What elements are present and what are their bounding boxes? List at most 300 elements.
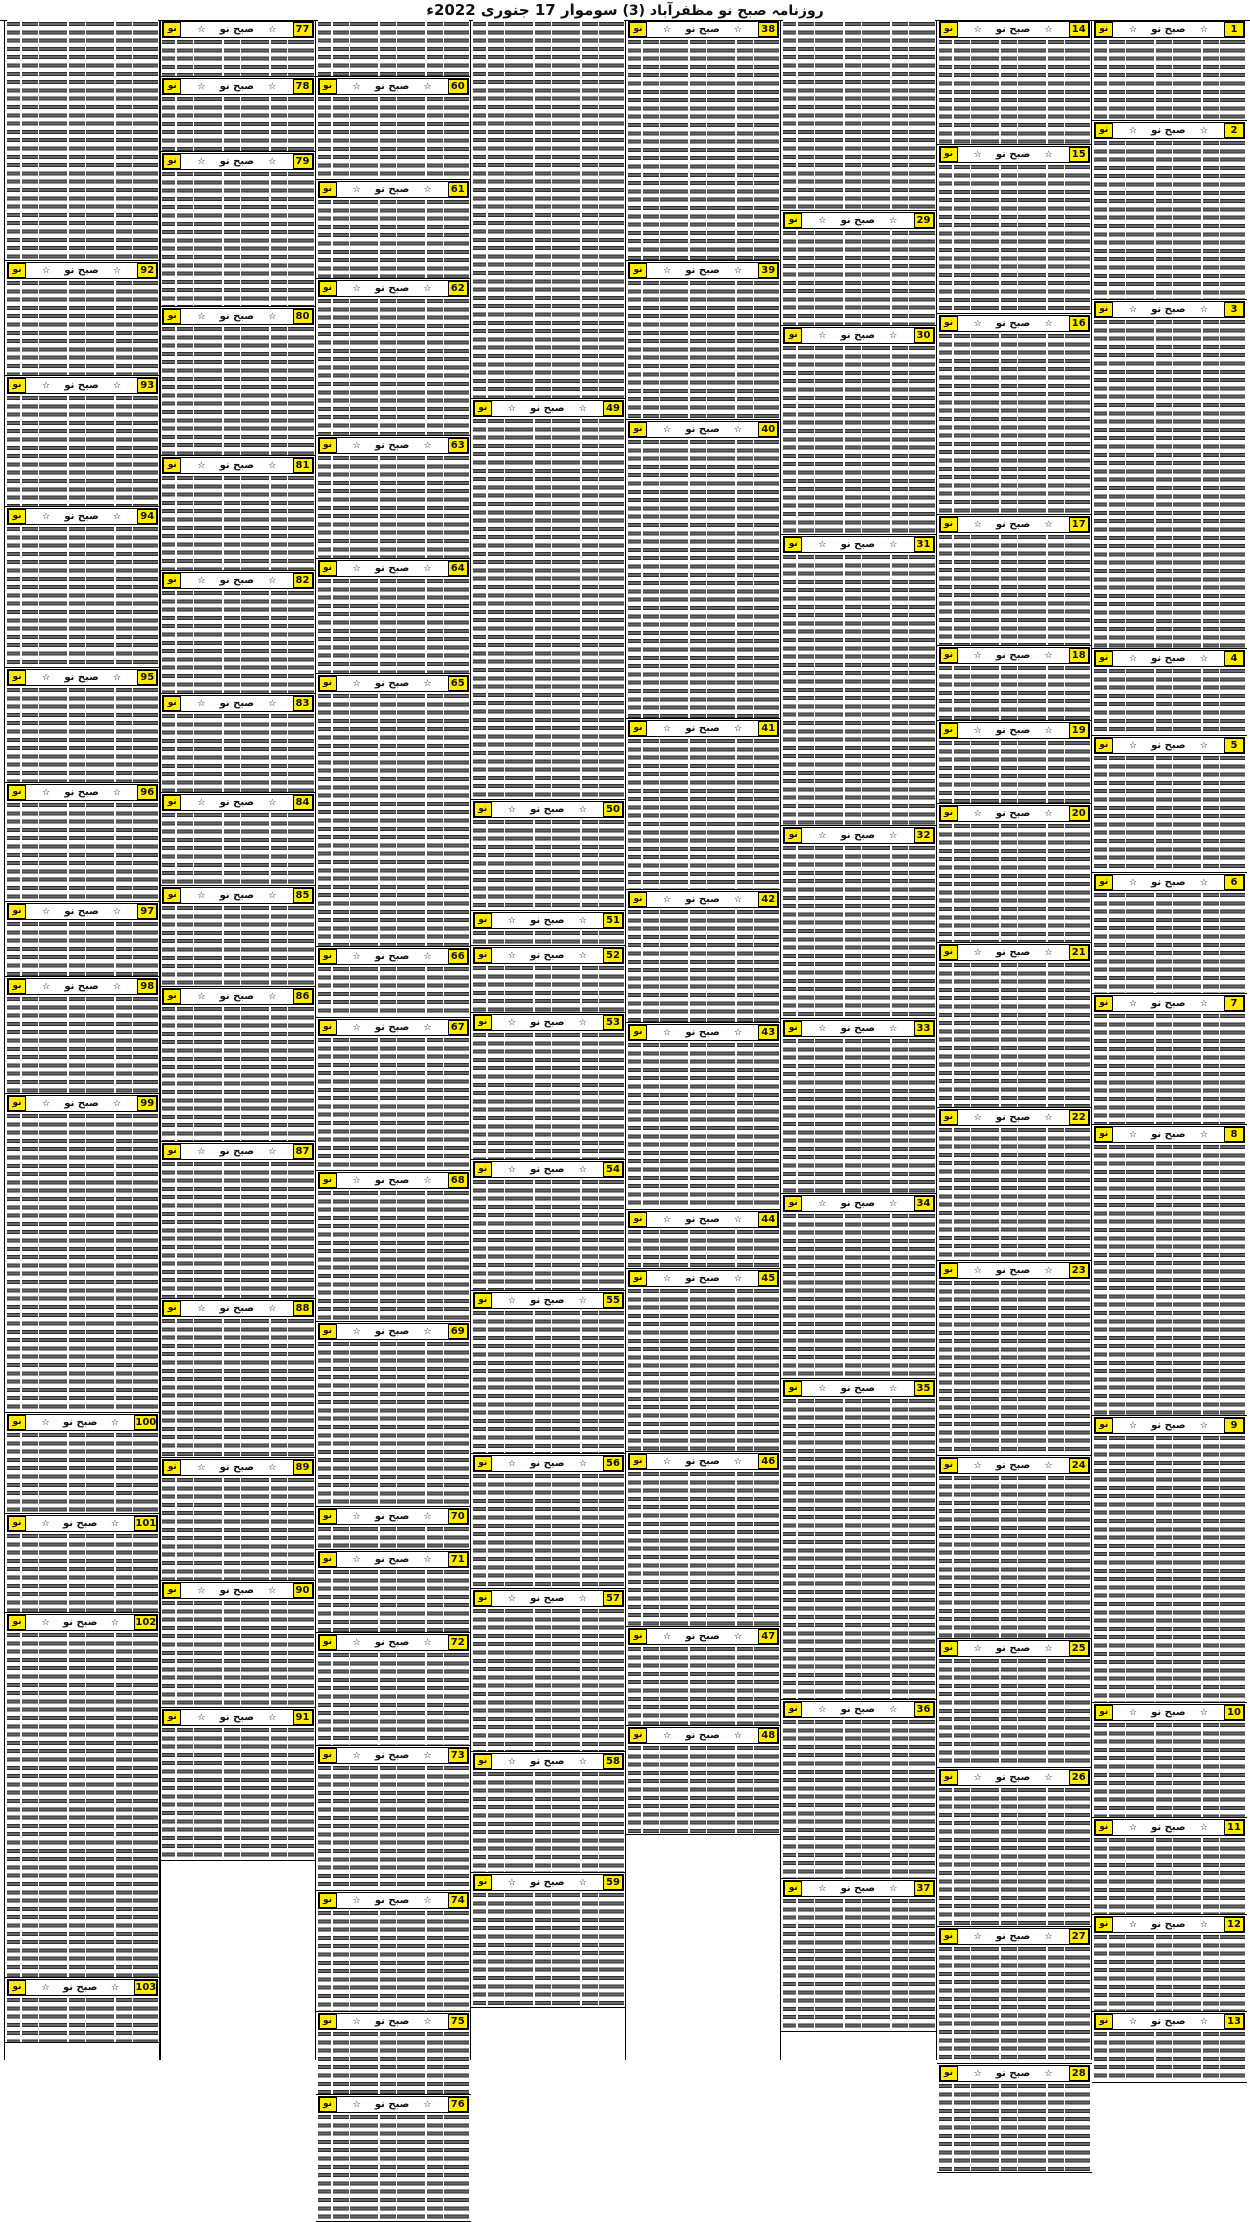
paper-logo-icon: نو [1095, 22, 1113, 37]
star-icon: ☆ [578, 1458, 587, 1469]
notice-body-text [473, 1770, 624, 1872]
notice-title: صبح نو [219, 1585, 255, 1596]
notice-item [316, 437, 471, 559]
paper-logo-icon: نو [8, 1516, 26, 1531]
page-number: (3) [622, 3, 646, 19]
star-icon: ☆ [1199, 653, 1208, 664]
paper-logo-icon: نو [1095, 1418, 1113, 1433]
notice-item [1092, 995, 1247, 1125]
star-icon: ☆ [973, 725, 982, 736]
notice-item [781, 1380, 936, 1700]
notice-title: صبح نو [64, 380, 99, 391]
notice-title: صبح نو [530, 1295, 565, 1306]
paper-logo-icon: نو [940, 1770, 958, 1785]
star-icon: ☆ [1128, 653, 1137, 664]
notice-title: صبح نو [1151, 1707, 1186, 1718]
star-icon: ☆ [973, 808, 982, 819]
notice-title: صبح نو [1151, 2016, 1186, 2027]
notice-number: 36 [914, 1702, 934, 1717]
star-icon: ☆ [352, 1326, 361, 1337]
paper-logo-icon: نو [629, 1728, 647, 1743]
notice-item [937, 1262, 1092, 1456]
notice-body-text [7, 995, 158, 1093]
notice-body-text [628, 279, 779, 419]
notice-header [1094, 650, 1245, 667]
paper-logo-icon: نو [163, 573, 181, 588]
notice-title: صبح نو [1151, 1822, 1186, 1833]
paper-logo-icon: نو [319, 2097, 337, 2112]
star-icon: ☆ [197, 156, 206, 167]
notice-title: صبح نو [995, 1460, 1031, 1471]
notice-item [471, 400, 626, 800]
paper-logo-icon: نو [784, 1381, 802, 1396]
paper-logo-icon: نو [319, 281, 337, 296]
notice-body-text [628, 1645, 779, 1725]
notice-item [316, 78, 471, 180]
notice-title: صبح نو [64, 1098, 99, 1109]
notice-title: صبح نو [995, 318, 1031, 329]
star-icon: ☆ [268, 890, 277, 901]
notice-title: صبح نو [530, 804, 565, 815]
star-icon: ☆ [352, 2016, 361, 2027]
notice-body-text [473, 20, 624, 398]
notice-item [316, 1634, 471, 1746]
star-icon: ☆ [423, 2016, 432, 2027]
notice-title: صبح نو [840, 830, 876, 841]
notice-item [626, 891, 781, 1023]
notice-number: 76 [448, 2097, 468, 2112]
star-icon: ☆ [197, 575, 206, 586]
star-icon: ☆ [973, 24, 982, 35]
star-icon: ☆ [734, 894, 743, 905]
star-icon: ☆ [889, 330, 898, 341]
star-icon: ☆ [268, 156, 277, 167]
star-icon: ☆ [818, 1198, 827, 1209]
notice-header [628, 1024, 779, 1041]
notice-body-text [939, 1786, 1090, 1926]
star-icon: ☆ [973, 1460, 982, 1471]
notice-number: 27 [1069, 1929, 1089, 1944]
notice-item [160, 887, 315, 987]
paper-logo-icon: نو [784, 1196, 802, 1211]
star-icon: ☆ [1128, 1420, 1137, 1431]
notice-title: صبح نو [374, 2099, 410, 2110]
notice-header [939, 722, 1090, 739]
notice-body-text [318, 577, 469, 673]
notice-item [5, 978, 160, 1094]
star-icon: ☆ [197, 311, 206, 322]
notice-body-text [628, 1287, 779, 1451]
star-icon: ☆ [1199, 1129, 1208, 1140]
paper-logo-icon: نو [163, 1710, 181, 1725]
star-icon: ☆ [352, 1511, 361, 1522]
notice-item [1092, 874, 1247, 994]
star-icon: ☆ [268, 797, 277, 808]
notice-number: 9 [1224, 1418, 1244, 1433]
notice-item [160, 988, 315, 1142]
star-icon: ☆ [889, 1383, 898, 1394]
notice-title: صبح نو [374, 1326, 410, 1337]
notice-number: 2 [1224, 123, 1244, 138]
notice-header [628, 21, 779, 38]
notice-number: 56 [603, 1456, 623, 1471]
notice-item [160, 21, 315, 77]
notice-item [160, 695, 315, 793]
notice-title: صبح نو [374, 1511, 410, 1522]
notice-header [162, 1300, 313, 1317]
notice-body-text [318, 1909, 469, 2011]
notice-number: 77 [293, 22, 313, 37]
paper-logo-icon: نو [319, 182, 337, 197]
notice-item [781, 20, 936, 211]
star-icon: ☆ [113, 265, 122, 276]
notice-header [1094, 1819, 1245, 1836]
notice-item [471, 1753, 626, 1873]
star-icon: ☆ [423, 563, 432, 574]
paper-logo-icon: نو [163, 79, 181, 94]
notice-body-text [162, 95, 313, 151]
notice-item [781, 327, 936, 535]
star-icon: ☆ [663, 265, 672, 276]
notice-item [1092, 1126, 1247, 1416]
star-icon: ☆ [1128, 1822, 1137, 1833]
star-icon: ☆ [110, 1417, 119, 1428]
notice-header [318, 1508, 469, 1525]
notice-item [316, 1747, 471, 1891]
notice-number: 8 [1224, 1127, 1244, 1142]
notice-header [1094, 1704, 1245, 1721]
star-icon: ☆ [1199, 1822, 1208, 1833]
notice-body-text [939, 38, 1090, 144]
notice-body-text [7, 686, 158, 782]
notice-title: صبح نو [219, 797, 255, 808]
notice-item [471, 801, 626, 911]
star-icon: ☆ [352, 440, 361, 451]
notice-body-text [1094, 1012, 1245, 1124]
notice-body-text [939, 163, 1090, 313]
star-icon: ☆ [1199, 1420, 1208, 1431]
notice-body-text [162, 811, 313, 885]
notice-number: 39 [758, 263, 778, 278]
notice-item [316, 560, 471, 674]
notice-header [1094, 301, 1245, 318]
notice-column [936, 20, 1092, 2079]
star-icon: ☆ [1044, 650, 1053, 661]
star-icon: ☆ [507, 403, 516, 414]
paper-logo-icon: نو [784, 1702, 802, 1717]
notice-header [783, 212, 934, 229]
paper-logo-icon: نو [629, 1025, 647, 1040]
star-icon: ☆ [423, 440, 432, 451]
notice-header [162, 572, 313, 589]
notice-header [628, 720, 779, 737]
paper-logo-icon: نو [474, 948, 492, 963]
star-icon: ☆ [578, 1756, 587, 1767]
notice-body-text [7, 801, 158, 901]
notice-header [628, 1211, 779, 1228]
paper-logo-icon: نو [940, 1641, 958, 1656]
notice-item [160, 794, 315, 886]
star-icon: ☆ [423, 184, 432, 195]
notice-number: 51 [603, 913, 623, 928]
notice-number: 71 [448, 1552, 468, 1567]
notice-item [1092, 1704, 1247, 1818]
notice-body-text [318, 1189, 469, 1321]
star-icon: ☆ [734, 1631, 743, 1642]
notice-body-text [939, 664, 1090, 720]
notice-header [473, 947, 624, 964]
star-icon: ☆ [113, 672, 122, 683]
notice-body-text [318, 95, 469, 179]
notice-header [628, 1453, 779, 1470]
notice-title: صبح نو [995, 808, 1031, 819]
paper-logo-icon: نو [8, 509, 26, 524]
notice-item [471, 1014, 626, 1160]
star-icon: ☆ [578, 915, 587, 926]
notice-body-text [318, 1568, 469, 1632]
star-icon: ☆ [268, 460, 277, 471]
star-icon: ☆ [352, 678, 361, 689]
star-icon: ☆ [578, 1295, 587, 1306]
star-icon: ☆ [1044, 149, 1053, 160]
notice-number: 85 [293, 888, 313, 903]
paper-logo-icon: نو [1095, 651, 1113, 666]
notice-header [7, 669, 158, 686]
notice-body-text [7, 920, 158, 976]
star-icon: ☆ [507, 1458, 516, 1469]
star-icon: ☆ [113, 906, 122, 917]
notice-number: 102 [135, 1617, 157, 1628]
notice-title: صبح نو [374, 678, 410, 689]
notice-body-text [162, 1476, 313, 1580]
star-icon: ☆ [1128, 2016, 1137, 2027]
notice-header [318, 1634, 469, 1651]
star-icon: ☆ [352, 563, 361, 574]
notice-item [781, 1020, 936, 1194]
notice-number: 84 [293, 795, 313, 810]
notice-header [7, 1095, 158, 1112]
star-icon: ☆ [818, 330, 827, 341]
notice-number: 33 [914, 1021, 934, 1036]
notice-header [783, 1380, 934, 1397]
notice-header [473, 1753, 624, 1770]
notice-body-text [318, 2113, 469, 2221]
notice-title: صبح نو [219, 311, 255, 322]
star-icon: ☆ [197, 890, 206, 901]
notice-title: صبح نو [219, 1462, 255, 1473]
notice-number: 58 [603, 1754, 623, 1769]
star-icon: ☆ [818, 1383, 827, 1394]
star-icon: ☆ [423, 678, 432, 689]
notice-item [626, 1211, 781, 1269]
notice-number: 26 [1069, 1770, 1089, 1785]
notice-body-text [473, 417, 624, 799]
notice-header [7, 1515, 158, 1532]
paper-logo-icon: نو [319, 1324, 337, 1339]
paper-logo-icon: نو [8, 263, 26, 278]
star-icon: ☆ [889, 830, 898, 841]
notice-number: 70 [448, 1509, 468, 1524]
notice-item [5, 1614, 160, 1978]
notice-body-text [1094, 1721, 1245, 1817]
notice-title: صبح نو [219, 1303, 255, 1314]
notice-header [939, 647, 1090, 664]
notice-body-text [7, 1112, 158, 1412]
star-icon: ☆ [663, 424, 672, 435]
notice-header [939, 1109, 1090, 1126]
paper-logo-icon: نو [474, 1293, 492, 1308]
star-icon: ☆ [197, 24, 206, 35]
star-icon: ☆ [734, 424, 743, 435]
notice-title: صبح نو [219, 698, 255, 709]
notice-header [318, 1323, 469, 1340]
paper-logo-icon: نو [319, 1552, 337, 1567]
star-icon: ☆ [973, 650, 982, 661]
notice-number: 74 [448, 1893, 468, 1908]
star-icon: ☆ [1044, 24, 1053, 35]
paper-logo-icon: نو [474, 1162, 492, 1177]
star-icon: ☆ [734, 1730, 743, 1741]
notice-body-text [162, 1160, 313, 1298]
notice-body-text [939, 1945, 1090, 2063]
notice-number: 48 [758, 1728, 778, 1743]
paper-logo-icon: نو [784, 828, 802, 843]
paper-logo-icon: نو [1095, 738, 1113, 753]
notice-header [1094, 995, 1245, 1012]
notice-title: صبح نو [64, 906, 99, 917]
notice-number: 57 [603, 1591, 623, 1606]
notice-item [316, 280, 471, 436]
notice-title: صبح نو [530, 1164, 565, 1175]
star-icon: ☆ [578, 1877, 587, 1888]
notice-header [7, 377, 158, 394]
star-icon: ☆ [42, 265, 51, 276]
notice-title: صبح نو [374, 2016, 410, 2027]
notice-number: 50 [603, 802, 623, 817]
paper-logo-icon: نو [163, 154, 181, 169]
paper-logo-icon: نو [319, 949, 337, 964]
star-icon: ☆ [197, 1146, 206, 1157]
notice-number: 60 [448, 79, 468, 94]
notice-number: 29 [914, 213, 934, 228]
star-icon: ☆ [113, 1098, 122, 1109]
star-icon: ☆ [1199, 125, 1208, 136]
notice-body-text [162, 1317, 313, 1457]
notice-header [783, 1880, 934, 1897]
star-icon: ☆ [352, 1554, 361, 1565]
notice-header [939, 1769, 1090, 1786]
paper-logo-icon: نو [940, 1458, 958, 1473]
paper-logo-icon: نو [940, 517, 958, 532]
notice-header [7, 1414, 158, 1431]
notice-item [316, 2013, 471, 2095]
notice-title: صبح نو [685, 1273, 720, 1284]
notice-header [162, 1143, 313, 1160]
notice-number: 12 [1224, 1917, 1244, 1932]
notice-header [783, 1195, 934, 1212]
notice-number: 31 [914, 537, 934, 552]
notice-title: صبح نو [685, 894, 720, 905]
notice-item [160, 78, 315, 152]
notice-title: صبح نو [1151, 653, 1186, 664]
notice-number: 19 [1069, 723, 1089, 738]
notice-title: صبح نو [685, 1631, 720, 1642]
notice-item [1092, 122, 1247, 300]
paper-logo-icon: نو [940, 147, 958, 162]
notice-header [939, 805, 1090, 822]
notice-item [1092, 21, 1247, 121]
notice-header [473, 912, 624, 929]
star-icon: ☆ [197, 1712, 206, 1723]
star-icon: ☆ [1128, 877, 1137, 888]
paper-logo-icon: نو [474, 1015, 492, 1030]
notice-title: صبح نو [995, 650, 1031, 661]
notice-body-text [318, 2030, 469, 2094]
notice-header [318, 78, 469, 95]
star-icon: ☆ [663, 1730, 672, 1741]
star-icon: ☆ [268, 24, 277, 35]
star-icon: ☆ [507, 804, 516, 815]
notice-header [162, 153, 313, 170]
notice-number: 42 [758, 892, 778, 907]
notice-number: 30 [914, 328, 934, 343]
star-icon: ☆ [197, 1303, 206, 1314]
star-icon: ☆ [423, 1511, 432, 1522]
notice-item [937, 1109, 1092, 1261]
notice-body-text [939, 961, 1090, 1107]
star-icon: ☆ [973, 519, 982, 530]
paper-logo-icon: نو [629, 1271, 647, 1286]
notice-item [626, 1270, 781, 1452]
notice-number: 83 [293, 696, 313, 711]
notice-item [781, 827, 936, 1019]
notice-body-text [318, 1764, 469, 1890]
notice-body-text [939, 1279, 1090, 1455]
star-icon: ☆ [578, 403, 587, 414]
paper-logo-icon: نو [8, 378, 26, 393]
paper-logo-icon: نو [474, 401, 492, 416]
notice-item [160, 1582, 315, 1708]
notice-number: 101 [135, 1518, 157, 1529]
notice-title: صبح نو [219, 156, 255, 167]
star-icon: ☆ [578, 1017, 587, 1028]
notice-number: 46 [758, 1454, 778, 1469]
notice-item [626, 262, 781, 420]
notice-item [160, 572, 315, 694]
paper-logo-icon: نو [163, 309, 181, 324]
notice-item [316, 675, 471, 947]
notice-header [783, 1020, 934, 1037]
paper-logo-icon: نو [1095, 1820, 1113, 1835]
star-icon: ☆ [268, 81, 277, 92]
notice-body-text [318, 1651, 469, 1745]
notice-title: صبح نو [840, 539, 876, 550]
notice-title: صبح نو [64, 265, 99, 276]
notice-title: صبح نو [840, 1023, 876, 1034]
notice-number: 14 [1069, 22, 1089, 37]
notice-item [1092, 737, 1247, 873]
notice-title: صبح نو [62, 1982, 98, 1993]
paper-logo-icon: نو [8, 670, 26, 685]
notice-item [937, 722, 1092, 804]
notice-header [1094, 122, 1245, 139]
notice-body-text [628, 438, 779, 718]
notice-title: صبح نو [685, 723, 720, 734]
notice-item [937, 146, 1092, 314]
notice-body-text [7, 525, 158, 667]
notice-item [471, 1874, 626, 2008]
notice-item [160, 1143, 315, 1299]
